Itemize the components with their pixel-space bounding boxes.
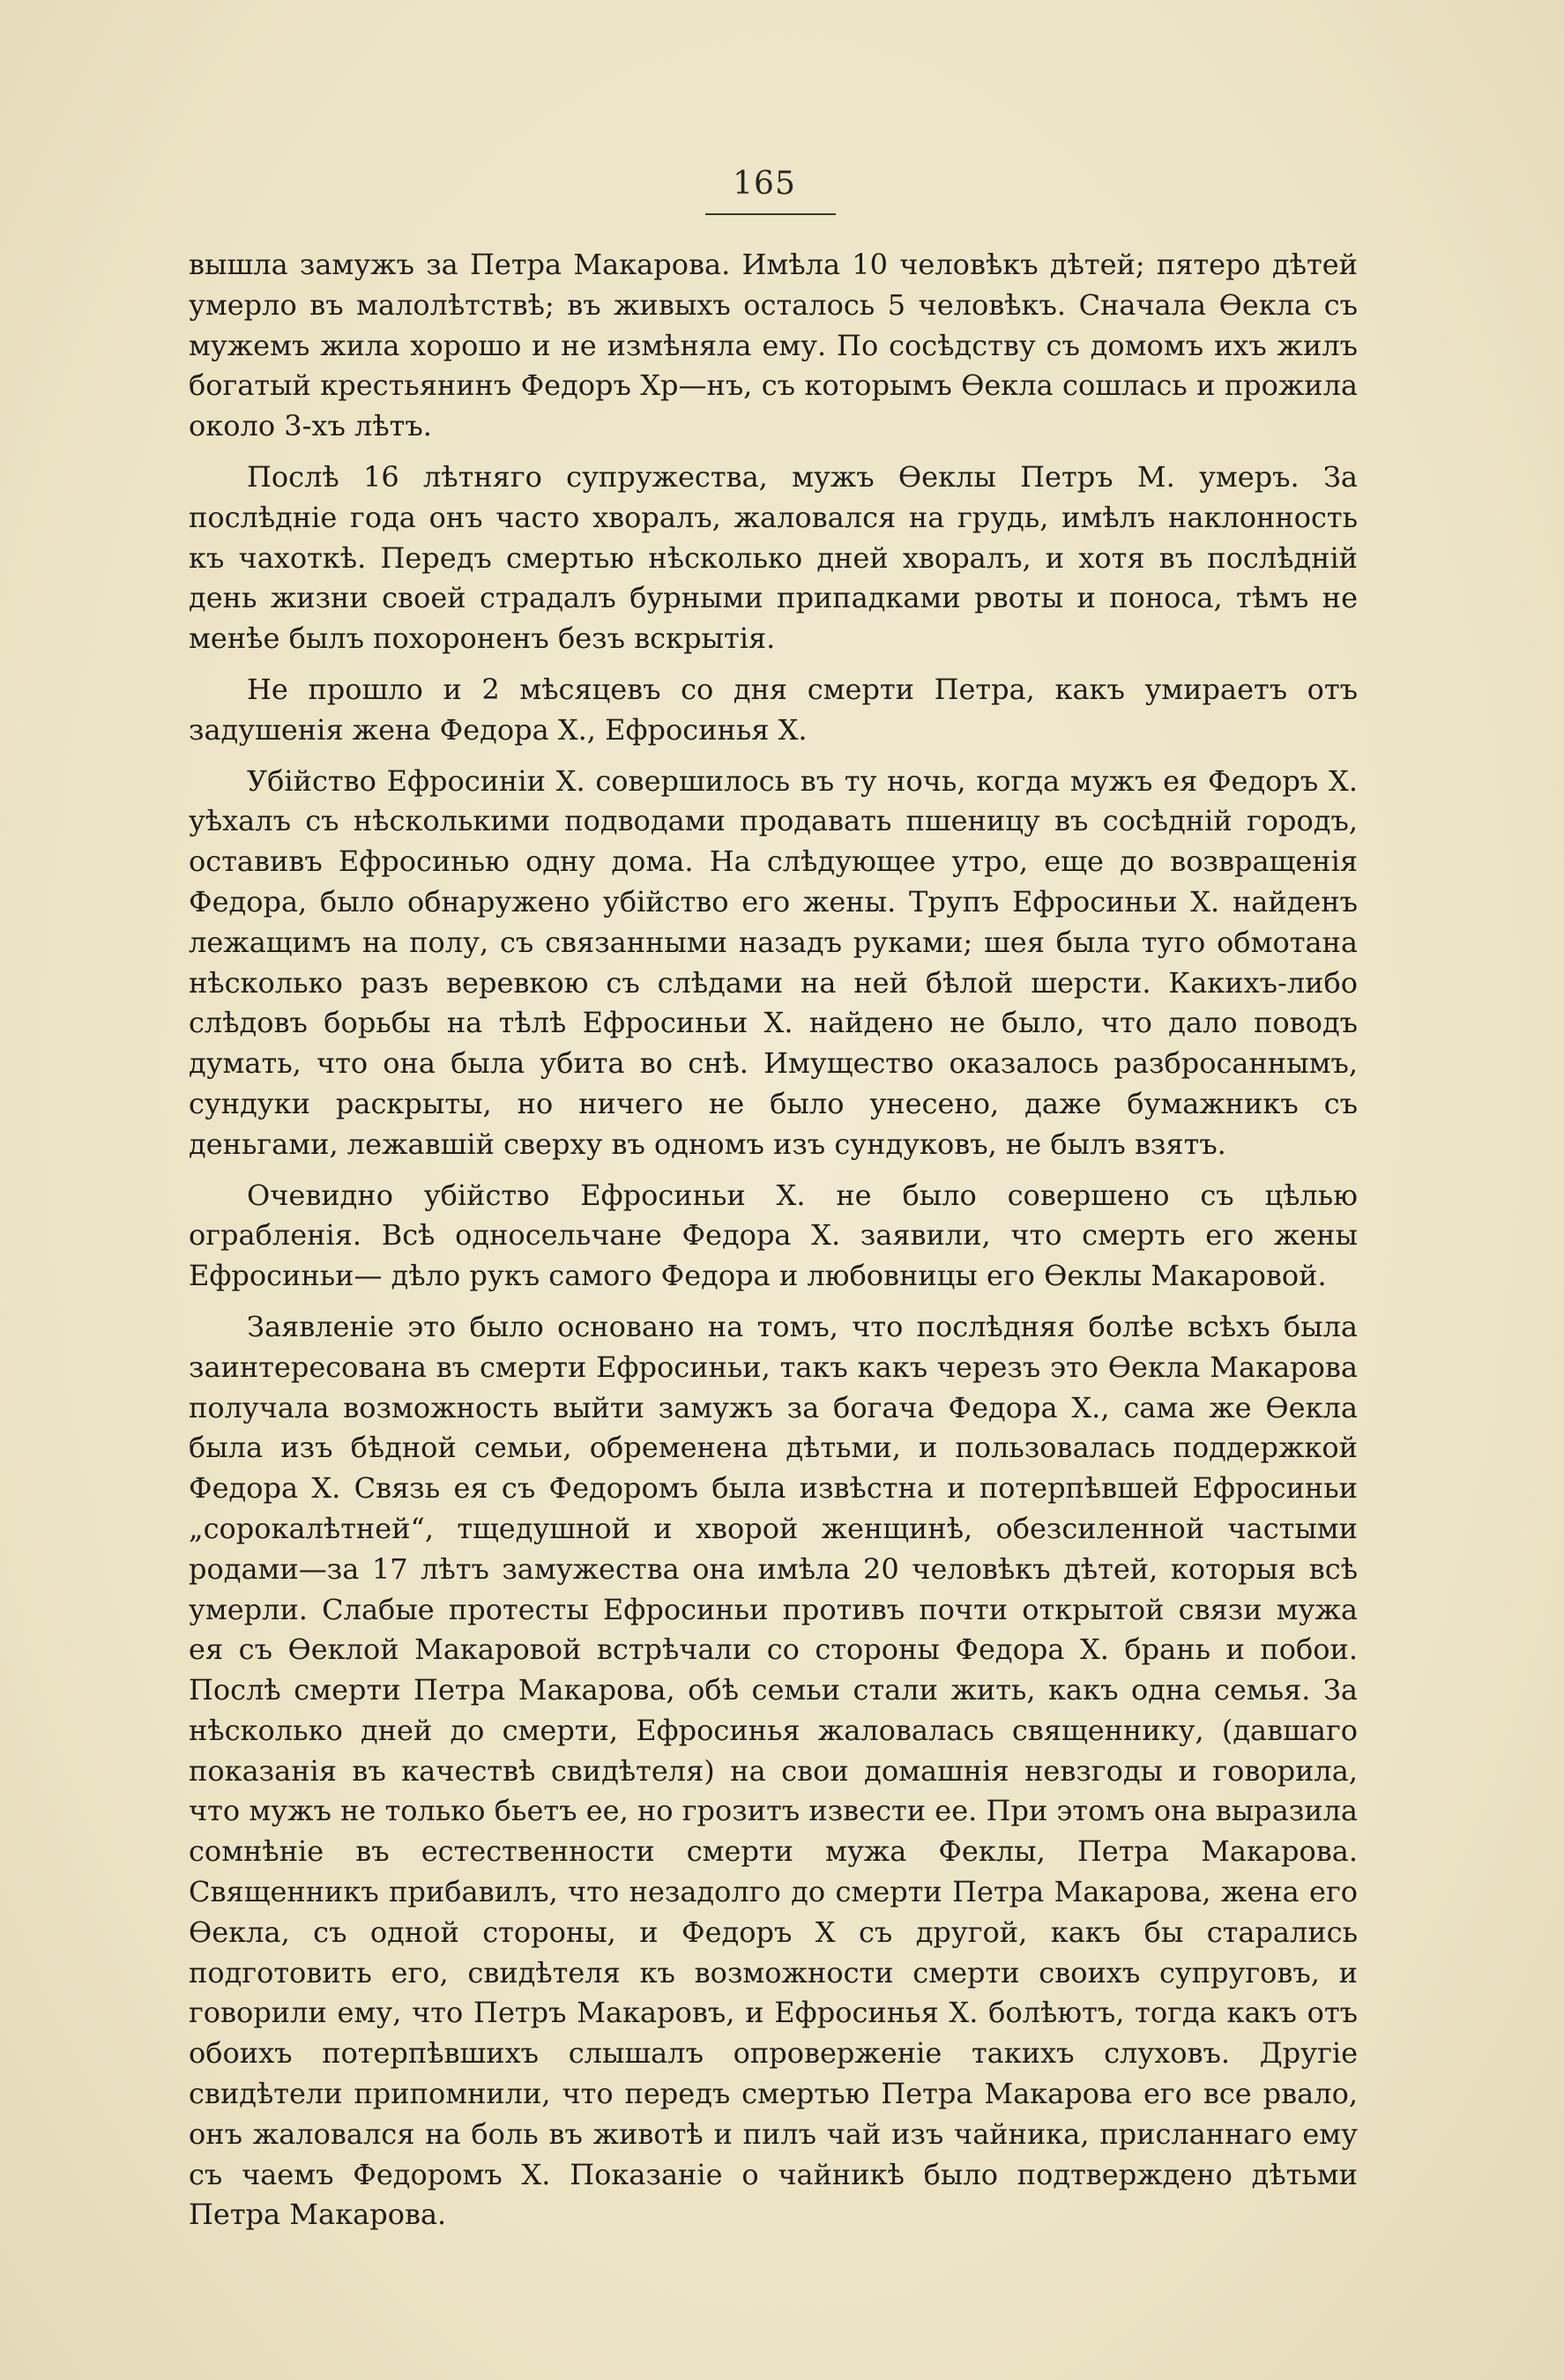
paragraph-1: вышла замужъ за Петра Макарова. Имѣла 10 человѣкъ дѣтей; пятеро дѣтей умерло въ малолѣтствѣ; въ живыхъ осталось 5 человѣкъ. Сначала Ѳекла съ мужемъ жила хорошо и не измѣняла ему. По сосѣдству съ домомъ ихъ жилъ богатый крестьянинъ Федоръ Хр—нъ, съ которымъ Ѳекла сошлась и прожила около 3-хъ лѣтъ. xyxy=(189,248,1358,443)
paragraph-3: Не прошло и 2 мѣсяцевъ со дня смерти Петра, какъ умираетъ отъ задушенія жена Федора Х., Ефросинья Х. xyxy=(189,672,1358,747)
paragraph-4: Убійство Ефросиніи Х. совершилось въ ту ночь, когда мужъ ея Федоръ Х. уѣхалъ съ нѣсколькими подводами продавать пшеницу въ сосѣдній городъ, оставивъ Ефросинью одну дома. На слѣдующее утро, еще до возвращенія Федора, было обнаружено убійство его жены. Трупъ Ефросиньи Х. найденъ лежащимъ на полу, съ связанными назадъ руками; шея была туго обмотана нѣсколько разъ веревкою съ слѣдами на ней бѣлой шерсти. Какихъ-либо слѣдовъ борьбы на тѣлѣ Ефросиньи Х. найдено не было, что дало поводъ думать, что она была убита во снѣ. Имущество оказалось разбросаннымъ, сундуки раскрыты, но ничего не было унесено, даже бумажникъ съ деньгами, лежавшій сверху въ одномъ изъ сундуковъ, не былъ взятъ. xyxy=(189,763,1358,1161)
paragraph-6: Заявленіе это было основано на томъ, что послѣдняя болѣе всѣхъ была заинтересована въ смерти Ефросиньи, такъ какъ черезъ это Ѳекла Макарова получала возможность выйти замужъ за богача Федора Х., сама же Ѳекла была изъ бѣдной семьи, обременена дѣтьми, и пользовалась поддержкой Федора Х. Связь ея съ Федоромъ была извѣстна и потерпѣвшей Ефросиньи „сорокалѣтней“, тщедушной и хворой женщинѣ, обезсиленной частыми родами—за 17 лѣтъ замужества она имѣла 20 человѣкъ дѣтей, которыя всѣ умерли. Слабые протесты Ефросиньи противъ почти открытой связи мужа ея съ Ѳеклой Макаровой встрѣчали со стороны Федора Х. брань и побои. Послѣ смерти Петра Макарова, обѣ семьи стали жить, какъ одна семья. За нѣсколько дней до смерти, Ефросинья жаловалась священнику, (давшаго показанія въ качествѣ свидѣтеля) на свои домашнія невзгоды и говорила, что мужъ не только бьетъ ее, но грозитъ извести ее. При этомъ она выразила сомнѣніе въ естественности смерти мужа Феклы, Петра Макарова. Священникъ прибавилъ, что незадолго до смерти Петра Макарова, жена его Ѳекла, съ одной стороны, и Федоръ Х съ другой, какъ бы старались подготовить его, свидѣтеля къ возможности смерти своихъ супруговъ, и говорили ему, что Петръ Макаровъ, и Ефросинья Х. болѣютъ, тогда какъ отъ обоихъ потерпѣвшихъ слышалъ опроверженіе такихъ слуховъ. Другіе свидѣтели припомнили, что передъ смертью Петра Макарова его все рвало, онъ жаловался на боль въ животѣ и пилъ чай изъ чайника, присланнаго ему съ чаемъ Федоромъ Х. Показаніе о чайникѣ было подтверждено дѣтьми Петра Макарова. xyxy=(189,1309,1358,2232)
body-text xyxy=(189,245,1358,2246)
paragraph-2: Послѣ 16 лѣтняго супружества, мужъ Ѳеклы Петръ М. умеръ. За послѣдніе года онъ часто хворалъ, жаловался на грудь, имѣлъ наклонность къ чахоткѣ. Передъ смертью нѣсколько дней хворалъ, и хотя въ послѣдній день жизни своей страдалъ бурными припадками рвоты и поноса, тѣмъ не менѣе былъ похороненъ безъ вскрытія. xyxy=(189,459,1358,656)
header-rule xyxy=(705,213,836,215)
page-number: 165 xyxy=(733,166,796,202)
paragraph-5: Очевидно убійство Ефросиньи Х. не было совершено съ цѣлью ограбленія. Всѣ односельчане Федора Х. заявили, что смерть его жены Ефросиньи— дѣло рукъ самого Федора и любовницы его Ѳеклы Макаровой. xyxy=(189,1178,1358,1293)
page-header xyxy=(0,166,1564,202)
